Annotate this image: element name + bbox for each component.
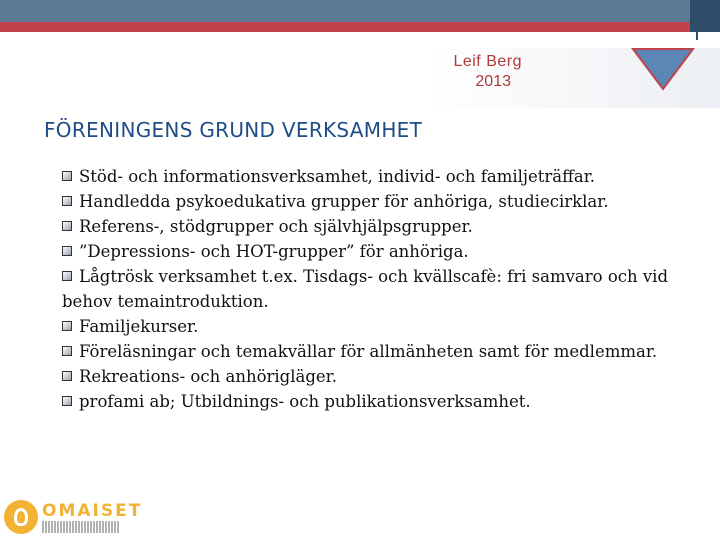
logo-emblem-icon: [4, 500, 38, 534]
square-bullet-icon: [62, 246, 72, 256]
list-item: [62, 364, 702, 389]
list-item: [62, 189, 702, 214]
square-bullet-icon: [62, 346, 72, 356]
bullet-list: [62, 164, 702, 414]
list-item: [62, 264, 702, 314]
list-item: [62, 164, 702, 189]
square-bullet-icon: [62, 396, 72, 406]
top-corner-block: [690, 0, 720, 32]
slide-title: FÖRENINGENS GRUND VERKSAMHET: [44, 118, 423, 142]
list-item-text: Familjekurser.: [79, 317, 199, 336]
year-label: 2013: [475, 73, 511, 90]
list-item-text: Handledda psykoedukativa grupper för anhöriga, studiecirklar.: [79, 192, 609, 211]
list-item-text: profami ab; Utbildnings- och publikationsverksamhet.: [79, 392, 531, 411]
vertical-accent-line: [696, 0, 698, 40]
list-item-text: Stöd- och informationsverksamhet, individ- och familjeträffar.: [79, 167, 596, 186]
list-item-text: Referens-, stödgrupper och självhjälpsgrupper.: [79, 217, 473, 236]
list-item: [62, 239, 702, 264]
list-item: [62, 389, 702, 414]
square-bullet-icon: [62, 196, 72, 206]
top-accent-stripe: [0, 22, 720, 32]
list-item-text: ”Depressions- och HOT-grupper” för anhöriga.: [79, 242, 469, 261]
list-item: [62, 214, 702, 239]
list-item: [62, 314, 702, 339]
square-bullet-icon: [62, 321, 72, 331]
author-name: Leif Berg: [453, 53, 522, 70]
logo-wordmark: OMAISET: [42, 501, 143, 521]
list-item-text: Föreläsningar och temakvällar för allmänheten samt för medlemmar.: [79, 342, 658, 361]
square-bullet-icon: [62, 171, 72, 181]
top-decoration-bar: [0, 0, 720, 22]
list-item-text: Rekreations- och anhörigläger.: [79, 367, 337, 386]
square-bullet-icon: [62, 221, 72, 231]
list-item-text: Lågtrösk verksamhet t.ex. Tisdags- och kvällscafè: fri samvaro och vid behov temaintroduktion.: [62, 267, 669, 311]
triangle-decoration-icon: [630, 46, 696, 92]
square-bullet-icon: [62, 371, 72, 381]
logo-fine-print: [42, 521, 120, 533]
omaiset-logo: [0, 496, 143, 540]
list-item: [62, 339, 702, 364]
square-bullet-icon: [62, 271, 72, 281]
logo-emblem-inner: [14, 508, 28, 526]
